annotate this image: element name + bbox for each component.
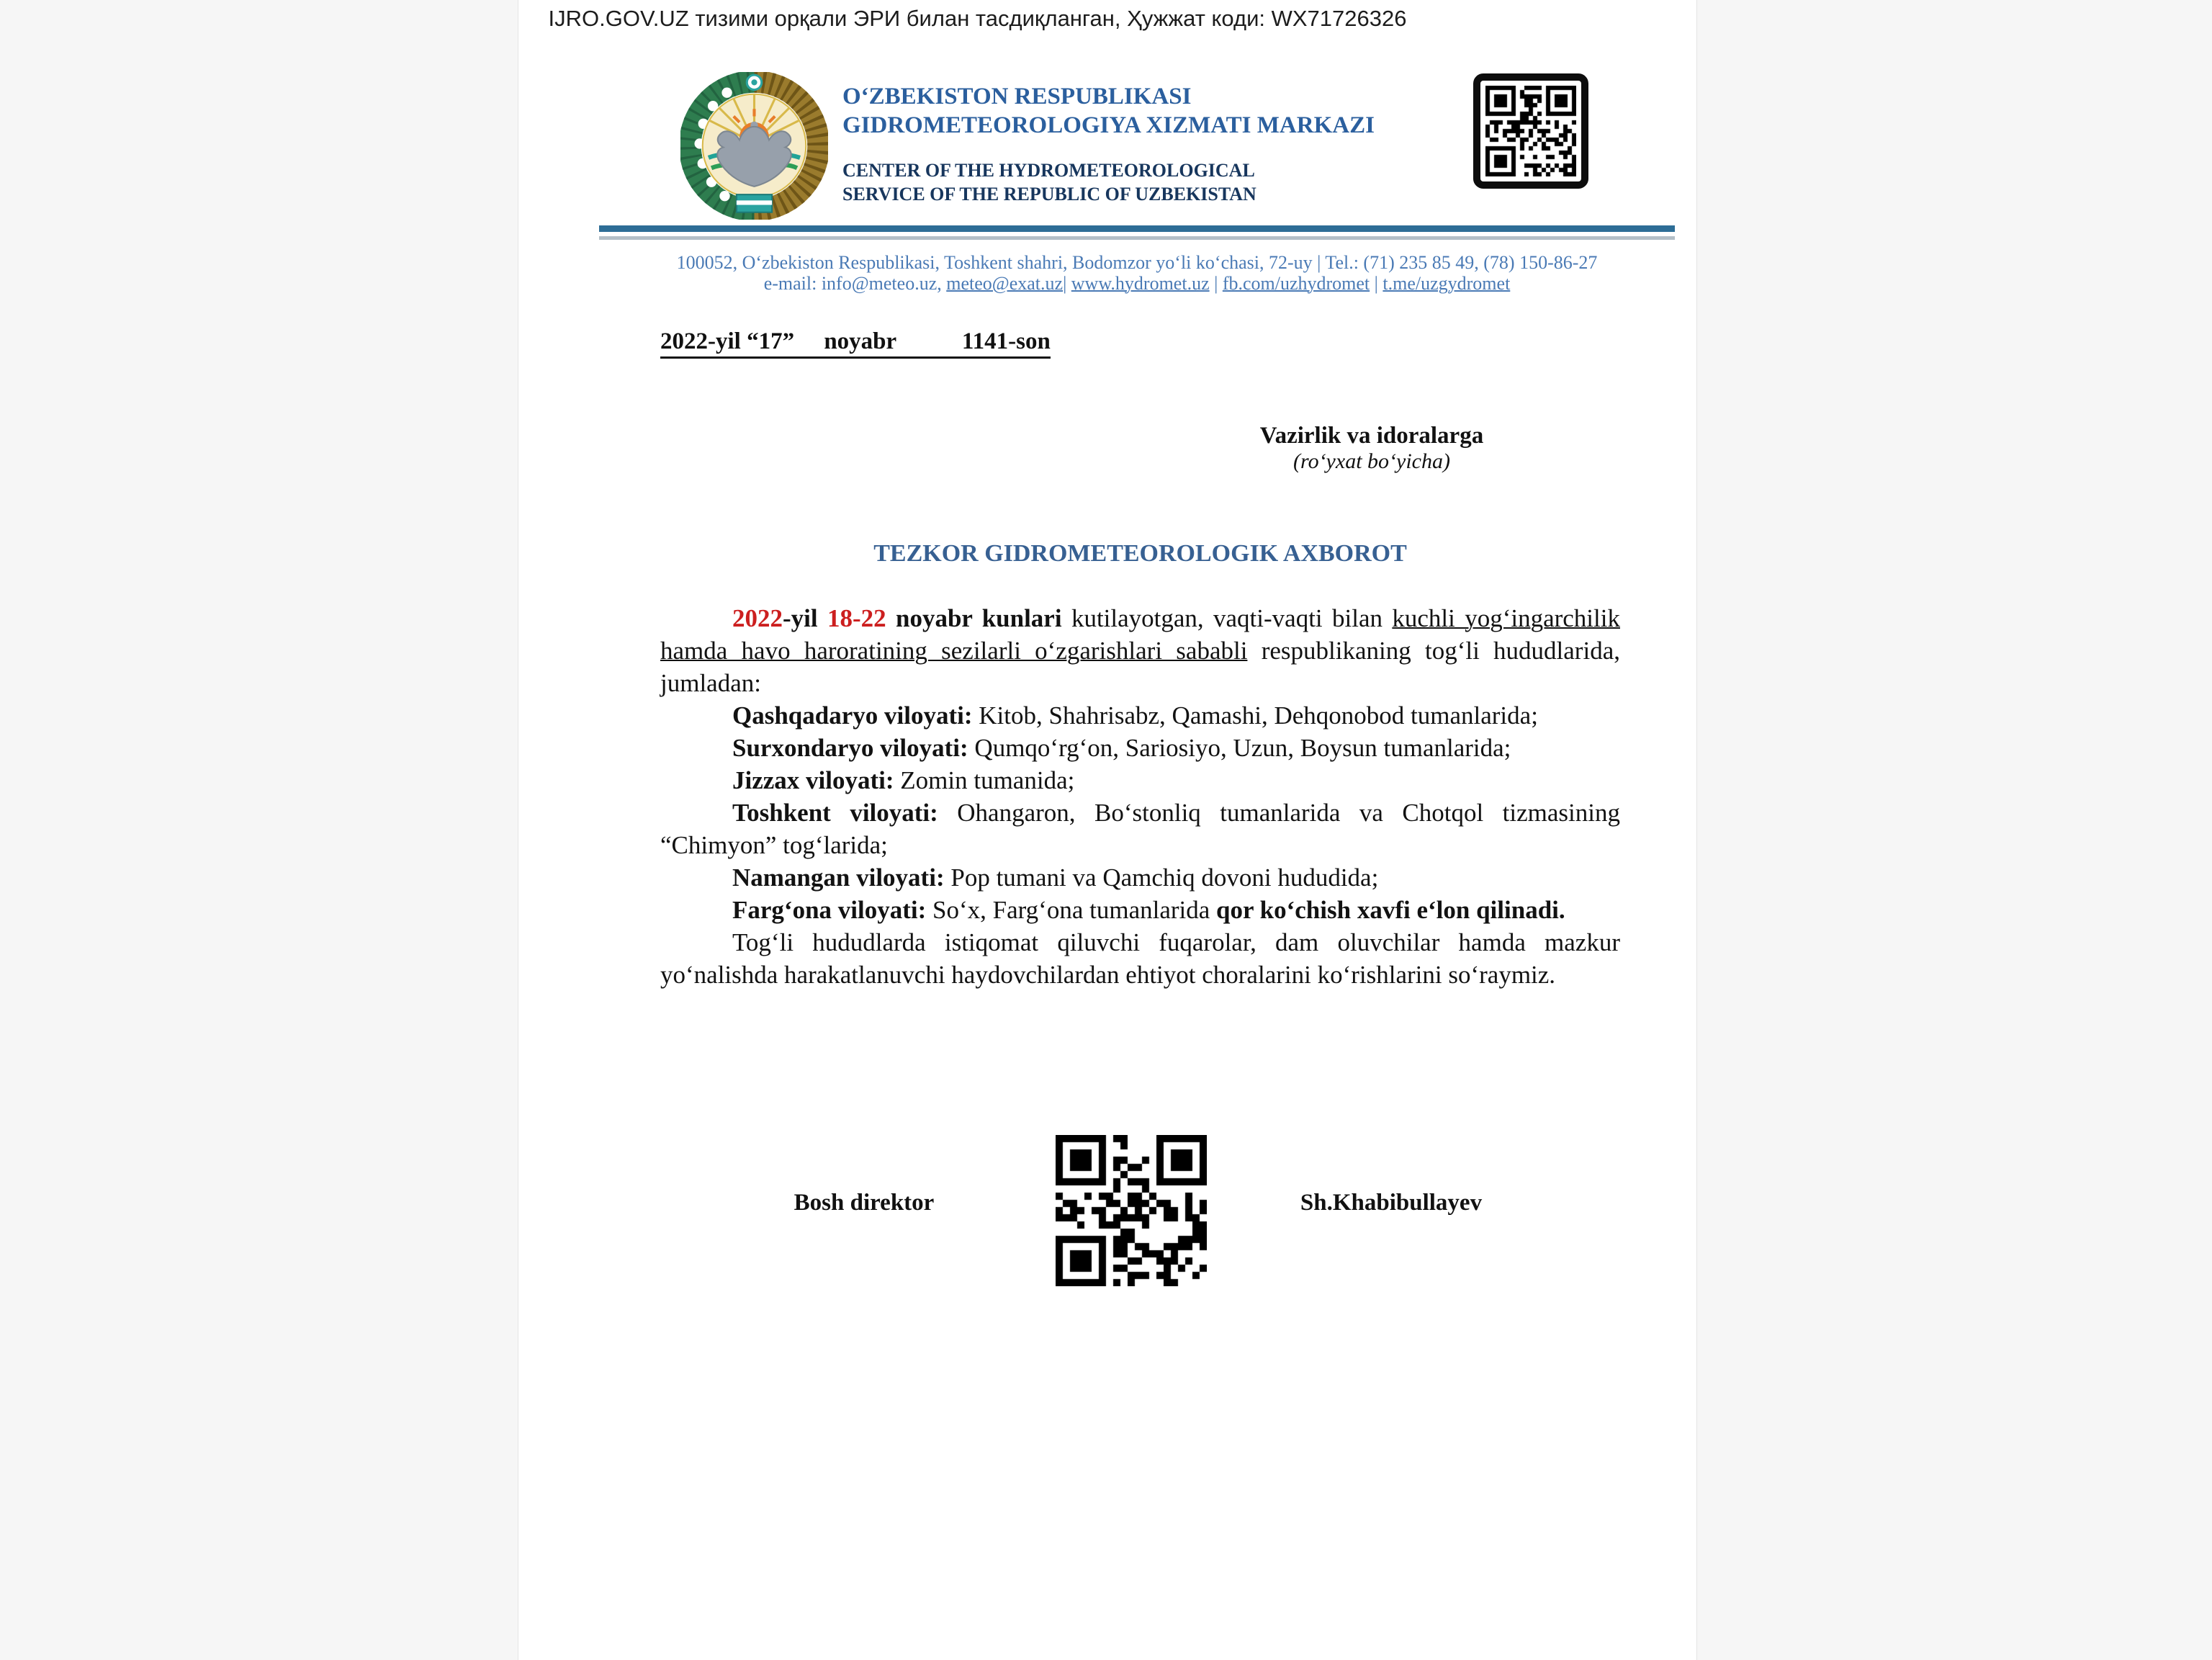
signature-qr-icon xyxy=(1056,1135,1207,1286)
org-name-uz xyxy=(842,82,1447,140)
verification-qr-frame xyxy=(1473,73,1588,189)
addressee-line2: (roʻyxat boʻyicha) xyxy=(1293,449,1450,473)
paragraph-namangan: Namangan viloyati: Pop tumani va Qamchiq dovoni hududida; xyxy=(732,863,1379,892)
verification-note: IJRO.GOV.UZ тизими орқали ЭРИ билан тасдиқланган, Ҳужжат коди: WX71726326 xyxy=(548,6,1407,31)
verification-qr-icon xyxy=(1485,86,1576,176)
paragraph-qashqadaryo: Qashqadaryo viloyati: Kitob, Shahrisabz, Qamashi, Dehqonobod tumanlarida; xyxy=(732,701,1538,730)
eng-name-line2: SERVICE OF THE REPUBLIC OF UZBEKISTAN xyxy=(842,184,1256,205)
signature-post: Bosh direktor xyxy=(793,1190,935,1216)
date-and-number-line: 2022-yil “17” noyabr 1141-son xyxy=(660,328,1051,355)
paragraph-forecast: 2022-yil 18-22 noyabr kunlari kutilayotgan, vaqti-vaqti bilan kuchli yogʻingarchilik hamda havo haroratining sezilarli oʻzgarishlari sababli respublikaning togʻli hududlarida, jumladan: xyxy=(660,604,1620,697)
eng-name-line1: CENTER OF THE HYDROMETEOROLOGICAL xyxy=(842,160,1255,181)
signature-name: Sh.Khabibullayev xyxy=(1300,1190,1483,1216)
paragraph-toshkent: Toshkent viloyati: Ohangaron, Boʻstonliq tumanlarida va Chotqol tizmasining “Chimyon” togʻlarida; xyxy=(660,799,1620,859)
addressee-block xyxy=(1224,422,1519,474)
address-line1: 100052, Oʻzbekiston Respublikasi, Toshkent shahri, Bodomzor yoʻli koʻchasi, 72-uy | Tel.: (71) 235 85 49, (78) 150-86-27 xyxy=(676,252,1598,273)
org-name-en xyxy=(842,158,1447,206)
address-line2: e-mail: info@meteo.uz, meteo@exat.uz| www.hydromet.uz | fb.com/uzhydromet | t.me/uzgydromet xyxy=(763,273,1511,294)
document-body xyxy=(660,602,1620,991)
addressee-line1: Vazirlik va idoralarga xyxy=(1259,423,1484,449)
letterhead-address xyxy=(599,252,1675,294)
paragraph-fargona: Fargʻona viloyati: Soʻx, Fargʻona tumanlarida qor koʻchish xavfi eʻlon qilinadi. xyxy=(732,896,1565,924)
header-rule-bottom xyxy=(599,236,1675,240)
paragraph-jizzax: Jizzax viloyati: Zomin tumanida; xyxy=(732,766,1075,794)
paragraph-surxondaryo: Surxondaryo viloyati: Qumqoʻrgʻon, Sariosiyo, Uzun, Boysun tumanlarida; xyxy=(732,734,1511,762)
org-name-line2: GIDROMETEOROLOGIYA XIZMATI MARKAZI xyxy=(842,112,1375,138)
document-title: TEZKOR GIDROMETEOROLOGIK AXBOROT xyxy=(873,540,1407,567)
paragraph-warning: Togʻli hududlarda istiqomat qiluvchi fuqarolar, dam oluvchilar hamda mazkur yoʻnalishda harakatlanuvchi haydovchilardan ehtiyot choralarini koʻrishlarini soʻraymiz. xyxy=(660,928,1620,989)
org-name-line1: OʻZBEKISTON RESPUBLIKASI xyxy=(842,84,1192,109)
header-rule-top xyxy=(599,225,1675,232)
uzbekistan-emblem-icon xyxy=(680,72,828,220)
